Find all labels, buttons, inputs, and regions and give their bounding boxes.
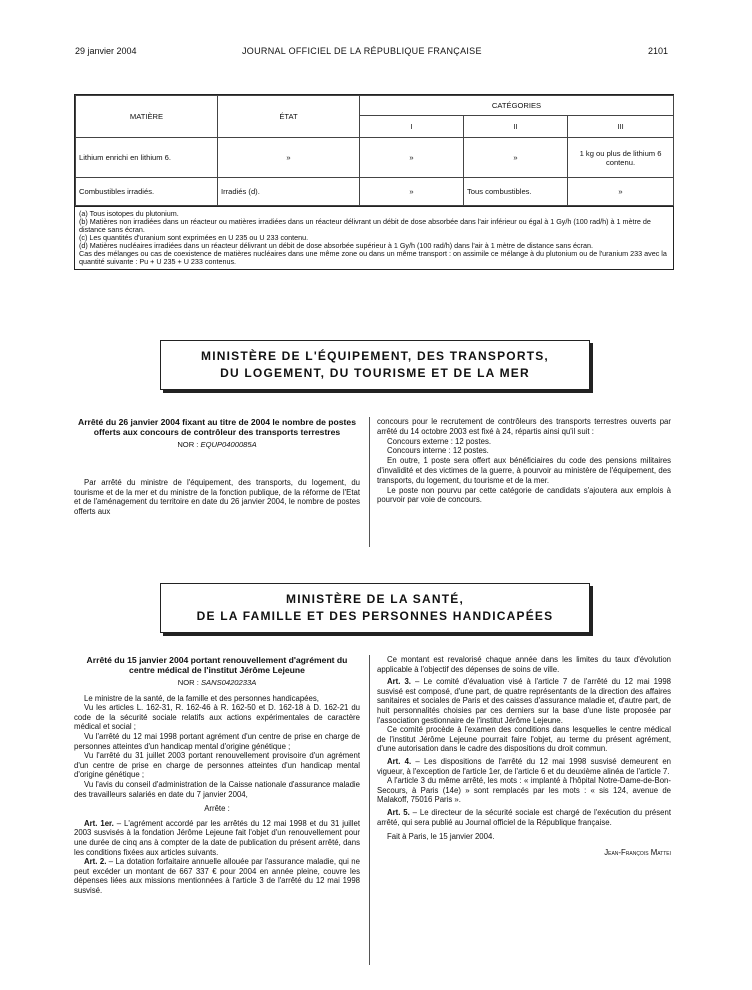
paragraph: Concours externe : 12 postes. (387, 436, 492, 446)
arrete-1-right-column (377, 417, 671, 505)
paragraph: Par arrêté du ministre de l'équipement, des transports, du logement, du tourisme et de la mer et du ministre de la fonction publique, de la réforme de l'Etat et de l'aménagement du territoire en date du 26 janvier 2004, le nombre de postes offerts aux (74, 477, 360, 517)
col-header-categories: CATÉGORIES (360, 96, 674, 116)
paragraph: Vu les articles L. 162-31, R. 162-46 à R. 162-50 et D. 162-18 à D. 162-21 du code de la sécurité sociale relatifs aux actions expérimentales de caractère médical et social ; (74, 703, 360, 732)
article-3: Art. 3. – Le comité d'évaluation visé à l'article 7 de l'arrêté du 12 mai 1998 susvisé est composé, d'une part, de quatre représentants de la direction des affaires sanitaires et sociales de Paris et des caisses d'assurance maladie et, d'autre part, de huit personnalités choisies par ces derniers sur la base d'une liste proposée par l'association gestionnaire de l'institut Jérôme Lejeune. (377, 677, 671, 725)
paragraph: En outre, 1 poste sera offert aux bénéficiaires du code des pensions militaires d'invalidité et des victimes de la guerre, à pourvoir au ministère de l'équipement, des transports, du logement, du tourisme et de la mer. (377, 456, 671, 485)
cell-cat-iii: » (568, 178, 674, 206)
header-page-number: 2101 (648, 46, 669, 56)
paragraph: Vu l'arrêté du 31 juillet 2003 portant renouvellement provisoire d'un agrément d'un centre de prise en charge de personnes atteintes d'un handicap mental d'origine génétique ; (74, 751, 360, 780)
ministry-line: MINISTÈRE DE LA SANTÉ, (286, 592, 464, 606)
ministry-line: MINISTÈRE DE L'ÉQUIPEMENT, DES TRANSPORTS, (201, 349, 549, 363)
cell-cat-i: » (360, 178, 464, 206)
arrete-1-left-column (74, 417, 360, 517)
cell-matiere: Lithium enrichi en lithium 6. (76, 138, 218, 178)
ministry-line: DE LA FAMILLE ET DES PERSONNES HANDICAPÉES (196, 609, 554, 623)
nuclear-materials-table (74, 94, 674, 270)
table-row (76, 178, 674, 206)
ministry-banner-sante (160, 583, 590, 633)
paragraph: Vu l'arrêté du 12 mai 1998 portant agrément d'un centre de prise en charge de personnes atteintes d'un handicap mental d'origine génétique ; (74, 731, 360, 751)
article-5: Art. 5. – Le directeur de la sécurité sociale est chargé de l'exécution du présent arrêté, qui sera publié au Journal officiel de la République française. (377, 807, 671, 827)
cell-etat: » (218, 138, 360, 178)
arrete-2-right-column (377, 655, 671, 857)
footnote: (a) Tous isotopes du plutonium. (79, 209, 179, 218)
article-4: Art. 4. – Les dispositions de l'arrêté du 12 mai 1998 susvisé demeurent en vigueur, à l'exception de l'article 1er, de l'article 6 et du deuxième alinéa de l'article 7. (377, 756, 671, 776)
article-1: Art. 1er. – L'agrément accordé par les arrêtés du 12 mai 1998 et du 31 juillet 2003 susvisés à la fondation Jérôme Lejeune fait l'objet d'un renouvellement pour une durée de cinq ans à compter de la date de publication du présent arrêté, dans les conditions fixées aux articles suivants. (74, 818, 360, 857)
paragraph: Vu l'avis du conseil d'administration de la Caisse nationale d'assurance maladie des travailleurs salariés en date du 7 janvier 2004, (74, 779, 360, 799)
article-2: Art. 2. – La dotation forfaitaire annuelle allouée par l'assurance maladie, qui ne peut excéder un montant de 667 337 € pour 2004 en année pleine, couvre les dépenses liées aux missions mentionnées à l'article 3 de l'arrêté du 12 mai 1998 susvisé. (74, 857, 360, 895)
signature: Jean-François Mattei (604, 847, 671, 857)
nor-reference: NOR : EQUP0400085A (177, 440, 257, 449)
cell-etat: Irradiés (d). (218, 178, 360, 206)
paragraph: Ce comité procède à l'examen des conditions dans lesquelles le centre médical de l'institut Jérôme Lejeune pourrait faire l'objet, au terme du présent agrément, d'une autorisation dans le cadre des dispositions du droit commun. (377, 725, 671, 754)
cell-cat-ii: Tous combustibles. (464, 178, 568, 206)
paragraph: A l'article 3 du même arrêté, les mots : « implanté à l'hôpital Notre-Dame-de-Bon-Secours, à Paris (14e) » sont remplacés par les mots : « sis 124, avenue de Malakoff, 75016 Paris ». (377, 776, 671, 805)
col-header-etat: ÉTAT (218, 96, 360, 138)
paragraph: Concours interne : 12 postes. (387, 446, 489, 456)
arrete-title: Arrêté du 26 janvier 2004 fixant au titre de 2004 le nombre de postes offerts aux concours de contrôleur des transports terrestres (78, 417, 356, 437)
table-footnotes (75, 206, 673, 269)
header-date: 29 janvier 2004 (75, 46, 137, 56)
cell-matiere: Combustibles irradiés. (76, 178, 218, 206)
footnote: (d) Matières nucléaires irradiées dans un réacteur délivrant un débit de dose absorbée supérieur à 1 Gy/h (100 rad/h) dans l'air à 1 mètre de distance sans écran. (79, 241, 593, 250)
footnote: (b) Matières non irradiées dans un réacteur ou matières irradiées dans un réacteur délivrant un débit de dose absorbée dans l'air inférieur ou égal à 1 Gy/h (100 rad/h) à 1 mètre de distance sans écran. (79, 217, 651, 234)
paragraph: concours pour le recrutement de contrôleurs des transports terrestres ouverts par arrêté du 14 octobre 2003 est fixé à 24, répartis ainsi qu'il suit : (377, 417, 671, 436)
paragraph: Le poste non pourvu par cette catégorie de candidats s'ajoutera aux emplois à pourvoir par voie de concours. (377, 485, 671, 505)
arrete-word: Arrête : (204, 804, 230, 814)
arrete-2-left-column (74, 655, 360, 895)
footnote: Cas des mélanges ou cas de coexistence de matières nucléaires dans une même zone ou dans un même transport : on assimile ce mélange à du plutonium ou de l'uranium 233 avec la quantité suivante : Pu + U 235 + U 233 contenus. (79, 249, 667, 266)
col-header-cat-i: I (360, 116, 464, 138)
footnote: (c) Les quantités d'uranium sont exprimées en U 235 ou U 233 contenu. (79, 233, 309, 242)
col-header-cat-ii: II (464, 116, 568, 138)
header-journal-title: JOURNAL OFFICIEL DE LA RÉPUBLIQUE FRANÇAISE (242, 46, 482, 56)
table-row (76, 138, 674, 178)
ministry-banner-equipement (160, 340, 590, 390)
col-header-matiere: MATIÈRE (76, 96, 218, 138)
column-rule (369, 655, 370, 965)
paragraph: Ce montant est revalorisé chaque année dans les limites du taux d'évolution applicable à l'objectif des dépenses de soins de ville. (377, 655, 671, 674)
nor-reference: NOR : SANS0420233A (177, 678, 257, 687)
cell-cat-iii: 1 kg ou plus de lithium 6 contenu. (568, 138, 674, 178)
arrete-title: Arrêté du 15 janvier 2004 portant renouvellement d'agrément du centre médical de l'institut Jérôme Lejeune (86, 655, 348, 675)
ministry-line: DU LOGEMENT, DU TOURISME ET DE LA MER (220, 366, 530, 380)
cell-cat-ii: » (464, 138, 568, 178)
column-rule (369, 417, 370, 547)
col-header-cat-iii: III (568, 116, 674, 138)
paragraph: Le ministre de la santé, de la famille et des personnes handicapées, (84, 693, 319, 703)
cell-cat-i: » (360, 138, 464, 178)
done-at: Fait à Paris, le 15 janvier 2004. (387, 832, 495, 842)
